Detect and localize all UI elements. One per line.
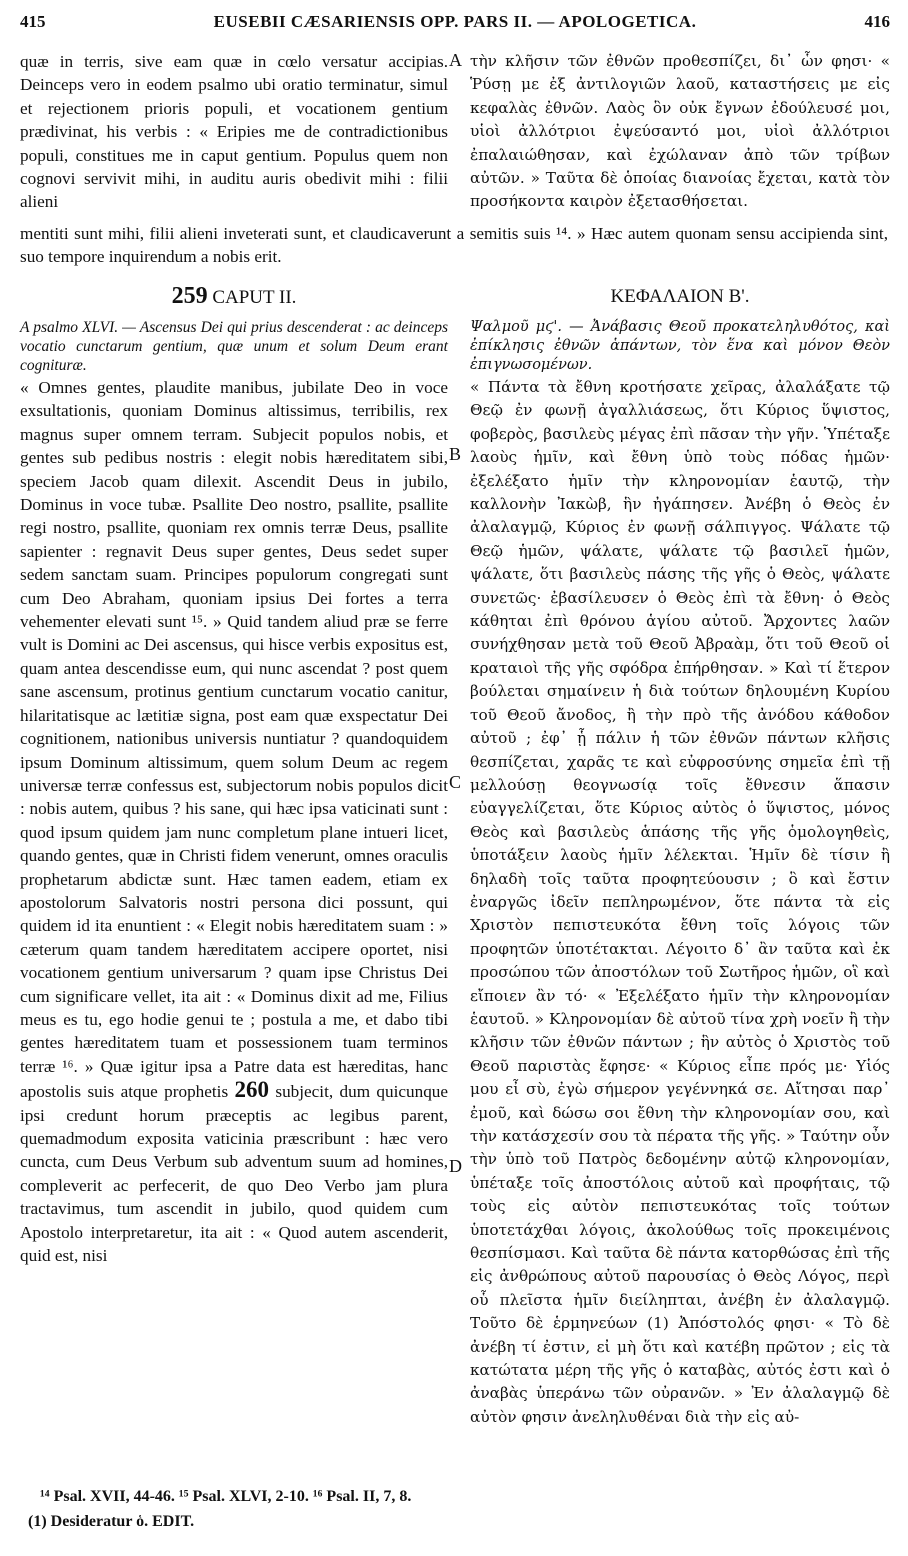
chapter-heading-latin [20, 283, 448, 310]
chapter-title-greek: ΚΕΦΑΛΑΙΟΝ Β'. [610, 286, 750, 307]
running-header [20, 12, 890, 40]
margin-letter-c: C [449, 772, 462, 792]
body-latin-part2: subjecit, dum quicunque ipsi credunt horum præceptis ac legibus parent, quemadmodum exposita vaticinia præscribunt : hæc vero cuncta, cum Deus Verbum sub adventum suum ad homines, compleverit ac perfecerit, de quo Deo Verbo jam plura tractavimus, tum ascendit in jubilo, quod quidem cum Apostolo interpretaretur, ita ait : « Quod autem ascenderit, quid est, nisi [20, 1082, 449, 1266]
footnotes-line1: ¹⁴ Psal. XVII, 44-46. ¹⁵ Psal. XLVI, 2-10. ¹⁶ Psal. II, 7, 8. [40, 1488, 412, 1505]
body-latin-part1: « Omnes gentes, plaudite manibus, jubilate Deo in voce exsultationis, quoniam Dominus altissimus, terribilis, rex magnus super omnem terram. Subjecit populos nobis, et gentes sub pedibus nostris : elegit nobis hæreditatem sibi, speciem Jacob quam dilexit. Ascendit Deus in jubilo, Dominus in voce tubæ. Psallite Deo nostro, psallite, psallite regi nostro, psallite, quoniam rex omnis terræ Deus, psallite sapienter : regnavit Deus super gentes, Deus sedet super sedem sanctam suam. Principes populorum congregati sunt cum Deo Abraham, quoniam ipsius Dei fortes a terra vehementer elevati sunt ¹⁵. » Quid tandem aliud præ se ferre vult is Domini ac Dei ascensus, qui hisce verbis expositus est, quam antea descendisse eum, qui nunc ascendat ? post quem sane ascensum, protinus gentium cunctarum vocatio canitur, hilaritatisque ac lætitiæ signa, post eam quæ exspectatur Dei cognitionem, nationibus universis nuntiatur ? quandoquidem ipsum Dominum altissimum, quem solum Deum ac regem universæ terræ confessus est, subjectorum nobis populos dicit : nobis autem, quibus ? his sane, qui hæc ipsa vaticinati sunt : quod ipsum quidem jam nunc completum plane intueri licet, quando gentes, quæ in Christi fidem venerunt, omnes oraculis prophetarum abdictæ sunt. Hæc tamen eadem, etiam ex apostolorum Salvatoris nostri persona dici possunt, qui quidem id ita enuntient : « Elegit nobis hæreditatem suam : » cæterum quam tandem hæreditatem accipere oportet, nisi vocationem gentium universarum ? quam ipse Christus Dei cum significare vellet, ita ait : « Dominus dixit ad me, Filius meus es tu, ego hodie genui te ; postula a me, et dabo tibi gentes hæreditatem tuam et possessionem tuam terminos terræ ¹⁶. » Quæ igitur ipsa a Patre data est hæreditas, hanc apostolis suis atque prophetis [20, 378, 448, 1102]
chapter-summary-greek: Ψαλμοῦ μϛ'. — Ἀνάβασις Θεοῦ προκατεληλυθότος, καὶ ἐπίκλησις ἐθνῶν ἁπάντων, τὸν ἕνα καὶ μόνον Θεὸν ἐπιγνωσομένων. [470, 319, 890, 373]
margin-letter-b: B [449, 444, 462, 464]
chapter-summary-latin: A psalmo XLVI. — Ascensus Dei qui prius descenderat : ac deinceps vocatio cunctarum gentium, quæ unum et solum Deum erant cognituræ. [20, 319, 448, 374]
page-number-left: 415 [20, 12, 46, 31]
body-latin [20, 376, 448, 1267]
running-head-title: EUSEBII CÆSARIENSIS OPP. PARS II. — APOLOGETICA. [213, 12, 697, 31]
footnotes-line2: (1) Desideratur ὁ. EDIT. [28, 1513, 195, 1530]
chapter-page-number: 259 [171, 283, 208, 309]
body-greek: « Πάντα τὰ ἔθνη κροτήσατε χεῖρας, ἀλαλάξατε τῷ Θεῷ ἐν φωνῇ ἀγαλλιάσεως, ὅτι Κύριος ὕψιστος, φοβερὸς, βασιλεὺς μέγας ἐπὶ πᾶσαν τὴν γῆν. Ὑπέταξε λαοὺς ἡμῖν, καὶ ἔθνη ὑπὸ τοὺς πόδας ἡμῶν· ἐξελέξατο ἡμῖν τὴν κληρονομίαν ἑαυτῷ, τὴν καλλονὴν Ἰακὼβ, ἣν ἠγάπησεν. Ἀνέβη ὁ Θεὸς ἐν ἀλαλαγμῷ, Κύριος ἐν φωνῇ σάλπιγγος. Ψάλατε τῷ Θεῷ ἡμῶν, ψάλατε, ψάλατε τῷ βασιλεῖ ἡμῶν, ψάλατε, ὅτι βασιλεὺς πάσης τῆς γῆς ὁ Θεὸς, ψάλατε συνετῶς· ἐβασίλευσεν ὁ Θεὸς ἐπὶ τὰ ἔθνη· ὁ Θεὸς κάθηται ἐπὶ θρόνου ἁγίου αὐτοῦ. Ἄρχοντες λαῶν συνήχθησαν μετὰ τοῦ Θεοῦ Ἀβραὰμ, ὅτι τοῦ Θεοῦ οἱ κραταιοὶ τῆς γῆς σφόδρα ἐπήρθησαν. » Καὶ τί ἕτερον βούλεται σημαίνειν ἡ διὰ τούτων δηλουμένη Κυρίου τοῦ Θεοῦ ἄνοδος, ἢ τὴν πρὸ τῆς ἀνόδου κάθοδον αὐτοῦ ; ἐφ᾽ ᾗ πάλιν ἡ τῶν ἐθνῶν πάντων κλῆσις θεσπίζεται, χαρᾶς τε καὶ εὐφροσύνης σημεῖα ἐπὶ τῇ μελλούσῃ θεογνωσίᾳ τοῖς ἔθνεσιν ἅπασιν εὐαγγελίζεται, ὅτε Κύριος αὐτὸς ὁ ὕψιστος, μόνος Θεὸς καὶ βασιλεὺς ἁπάσης τῆς γῆς ὁμολογηθεὶς, ὑποτάξειν λαοὺς ἡμῖν λέλεκται. Ἡμῖν δὲ τίσιν ἢ δηλαδὴ τοῖς ταῦτα προφητεύουσιν ; ὃ καὶ ἔστιν ἐναργῶς ἰδεῖν πεπληρωμένον, ὅτε πάντα τὰ εἰς Χριστὸν πεπιστευκότα ἔθνη τοῖς λόγοις τῶν προφητῶν ὑποτέτακται. Λέγοιτο δ᾽ ἂν ταῦτα καὶ ἐκ προσώπου τῶν ἀποστόλων τοῦ Σωτῆρος ἡμῶν, οἳ καὶ εἴποιεν ἂν τό· « Ἐξελέξατο ἡμῖν τὴν κληρονομίαν ἑαυτοῦ. » Κληρονομίαν δὲ αὐτοῦ τίνα χρὴ νοεῖν ἢ τὴν κλῆσιν τῶν ἐθνῶν πάντων ; ἣν αὐτὸς ὁ Χριστὸς τοῦ Θεοῦ παριστὰς ἔφησε· « Κύριος εἶπε πρός με· Υἱός μου εἶ σὺ, ἐγὼ σήμερον γεγέννηκά σε. Αἴτησαι παρ᾽ ἐμοῦ, καὶ δώσω σοι ἔθνη τὴν κληρονομίαν σου, καὶ τὴν κατάσχεσίν σου τὰ πέρατα τῆς γῆς. » Ταύτην οὖν τὴν ὑπὸ τοῦ Πατρὸς δεδομένην αὐτῷ κληρονομίαν, ὑπέταξε τοῖς ἀποστόλοις αὐτοῦ καὶ προφήταις, τῷ τοὺς εἰς αὐτὸν πεπιστευκότας τοῖς τούτων ὑποτετάχθαι λόγοις, ἀκολούθως τοῖς προκειμένοις θεσπίσμασι. Καὶ ταῦτα δὲ πάντα κατορθώσας ἐπὶ τῆς εἰς ἀνθρώπους αὐτοῦ παρουσίας ὁ Θεὸς Λόγος, περὶ οὗ πλεῖστα ἡμῖν διείληπται, ἀνέβη ἐν ἀλαλαγμῷ. Τοῦτο δὲ ἑρμηνεύων (1) Ἀπόστολός φησι· « Τὸ δὲ ἀνέβη τί ἐστιν, εἰ μὴ ὅτι καὶ κατέβη πρῶτον ; εἰς τὰ κατώτατα μέρη τῆς γῆς ὁ καταβὰς, αὐτός ἐστι καὶ ὁ ἀναβὰς ὑπεράνω τῶν οὐρανῶν. » Ἐν ἀλαλαγμῷ δὲ αὐτὸν φησιν ἀνεληλυθέναι διὰ τὴν εἰς αὐ- [470, 378, 890, 1426]
top-left-text: quæ in terris, sive eam quæ in cœlo versatur accipias. Deinceps vero in eodem psalmo ubi oratio terminatur, simul et rejectionem prioris populi, et vocationem gentium prædivinat, his verbis : « Eripies me de contradictionibus populi, constitues me in caput gentium. Populus quem non cognovi servivit mihi, in auditu auris obedivit mihi : filii alieni [20, 52, 448, 212]
margin-letter-a: A [449, 50, 462, 70]
top-right-text: τὴν κλῆσιν τῶν ἐθνῶν προθεσπίζει, δι᾽ ὧν φησι· « Ῥύσῃ με ἐξ ἀντιλογιῶν λαοῦ, καταστήσεις με εἰς κεφαλὰς ἐθνῶν. Λαὸς ὃν οὐκ ἔγνων ἐδούλευσέ μοι, υἱοὶ ἀλλότριοι ἐψεύσαντό μοι, υἱοὶ ἀλλότριοι ἐπαλαιώθησαν, καὶ ἐχώλαναν ἀπὸ τῶν τρίβων αὐτῶν. » Ταῦτα δὲ ὁποίας διανοίας ἔχεται, κατὰ τὸν προσήκοντα καιρὸν ἐξετασθήσεται. [470, 52, 890, 211]
chapter-heading-greek [470, 286, 890, 308]
top-full-width-text: mentiti sunt mihi, filii alieni inveterati sunt, et claudicaverunt a semitis suis ¹⁴. » Hæc autem quonam sensu accipienda sint, suo tempore inquirendum a nobis erit. [20, 224, 888, 267]
margin-letter-d: D [449, 1156, 462, 1176]
chapter-title-latin: CAPUT II. [212, 287, 297, 308]
page-marker-260: 260 [234, 1077, 270, 1103]
page-number-right: 416 [864, 12, 890, 31]
